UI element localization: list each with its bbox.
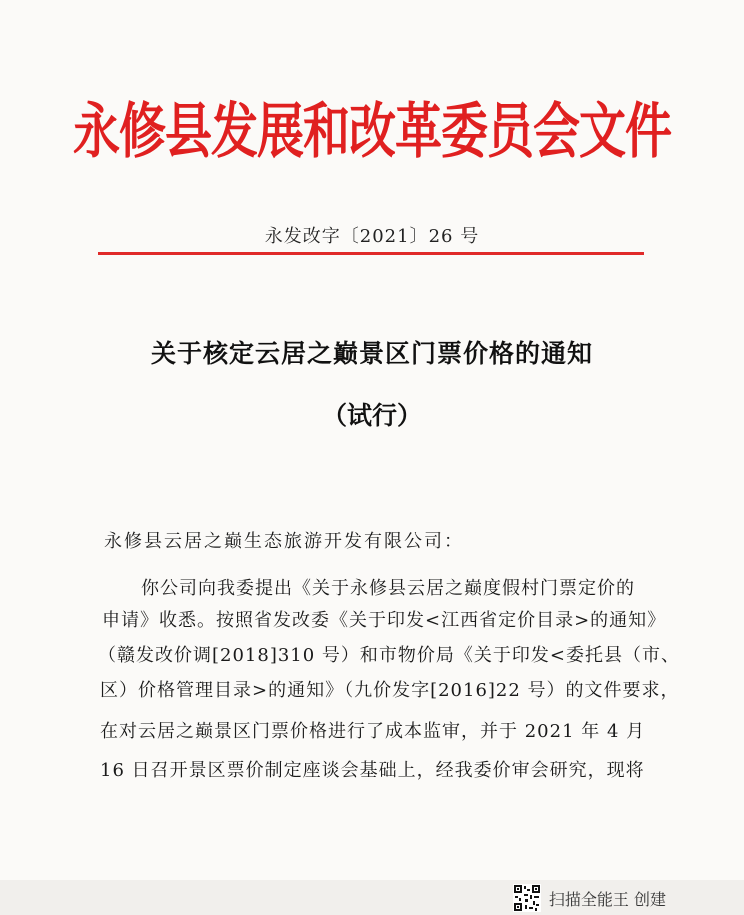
notice-subtitle: （试行）: [321, 401, 422, 430]
body-line-3: （赣发改价调[2018]310 号）和市物价局《关于印发<委托县（市、: [98, 645, 681, 666]
document-number: 永发改字〔2021〕26 号: [264, 226, 480, 247]
body-line-2: 申请》收悉。按照省发改委《关于印发<江西省定价目录>的通知》: [102, 610, 667, 631]
body-line-6: 16 日召开景区票价制定座谈会基础上，经我委价审会研究，现将: [100, 760, 645, 781]
notice-title: 关于核定云居之巅景区门票价格的通知: [150, 339, 593, 368]
watermark-text: 扫描全能王 创建: [548, 889, 666, 909]
body-line-5: 在对云居之巅景区门票价格进行了成本监审，并于 2021 年 4 月: [100, 721, 646, 742]
body-line-4: 区）价格管理目录>的通知》（九价发字[2016]22 号）的文件要求，: [100, 680, 680, 701]
qr-code-icon: [513, 884, 541, 912]
red-divider-line: [98, 252, 644, 255]
body-line-1: 你公司向我委提出《关于永修县云居之巅度假村门票定价的: [141, 578, 635, 599]
scanner-watermark: [513, 884, 666, 912]
recipient-line: 永修县云居之巅生态旅游开发有限公司：: [104, 531, 464, 552]
org-header-title: 永修县发展和改革委员会文件: [73, 96, 671, 168]
